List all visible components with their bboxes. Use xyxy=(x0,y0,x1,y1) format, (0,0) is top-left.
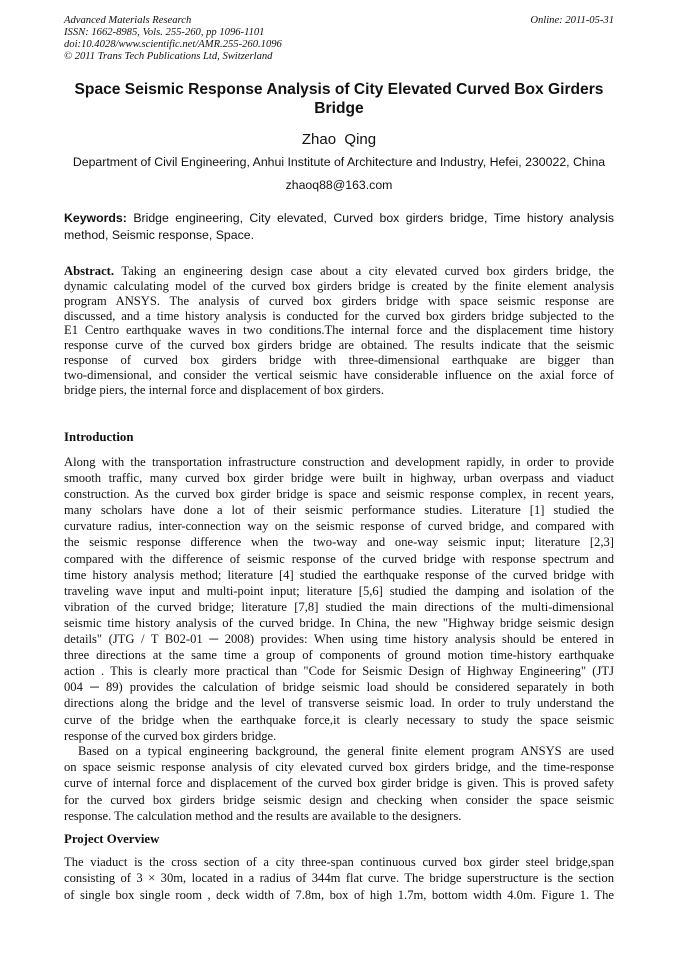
title-line: Space Seismic Response Analysis of City Elevated Curved Box Girders xyxy=(74,81,604,98)
text-line: vibration of the curved bridge; literature [7,8] studied the main directions of the multi-dimensional xyxy=(64,599,614,614)
section-heading-introduction: Introduction xyxy=(64,430,134,444)
text-line: consisting of 3 × 30m, located in a radius of 344m flat curve. The bridge superstructure is the section xyxy=(64,871,614,886)
journal-header xyxy=(64,15,282,63)
text-line: Along with the transportation infrastructure construction and development rapidly, in order to provide xyxy=(64,455,614,469)
text-line xyxy=(64,264,614,279)
keywords xyxy=(64,210,614,244)
text-line: response of the curved box girders bridge. xyxy=(64,728,277,743)
text-line: construction. As the curved box girder bridge is space and seismic response complex, in recent years, xyxy=(64,487,614,502)
text-line: the seismic response difference when the two-way and one-way seismic input; literature [2,3] xyxy=(64,535,614,550)
text-line: Based on a typical engineering background, the general finite element program ANSYS are used xyxy=(78,744,614,758)
text-line: curvature radius, inter-connection way on the seismic response of curved bridge, and compared with xyxy=(64,519,614,534)
text-line: seismic time history analysis of the curved bridge. In China, the new "Highway bridge seismic design xyxy=(64,615,614,630)
text-line: many scholars have done a lot of their seismic performance studies. Literature [1] studied the xyxy=(64,503,614,518)
text-line: bridge piers, the internal force and displacement of box girders. xyxy=(64,382,384,397)
paper-title xyxy=(40,80,638,118)
keywords-text: method, Seismic response, Space. xyxy=(64,228,255,242)
text-line: E1 Centro earthquake waves in two conditions.The internal force and the displacement time history xyxy=(64,323,614,338)
doi: doi:10.4028/www.scientific.net/AMR.255-260.1096 xyxy=(64,39,282,50)
text-line: program ANSYS. The analysis of curved box girders bridge with space seismic response are xyxy=(64,293,614,308)
text-line: compared with the difference of seismic response of the curved bridge with response spectrum and xyxy=(64,551,614,566)
text-line: dynamic calculating model of the curved box girders bridge is created by the finite element analysis xyxy=(64,278,614,293)
text-line: directions along the bridge and the level of transverse seismic load. In order to truly understand the xyxy=(64,696,614,711)
text-line: two-dimensional, and consider the vertical seismic have considerable influence on the axial force of xyxy=(64,367,614,382)
abstract-label: Abstract. xyxy=(64,264,115,278)
introduction-paragraph-2 xyxy=(64,743,614,824)
abstract xyxy=(64,264,614,398)
section-heading-project-overview: Project Overview xyxy=(64,832,160,846)
copyright: © 2011 Trans Tech Publications Ltd, Switzerland xyxy=(64,51,273,62)
text-line: response of curved box girders bridge with three-dimensional earthquake are bigger than xyxy=(64,353,614,368)
text-line: response. The calculation method and the results are available to the designers. xyxy=(64,808,462,823)
text-line: smooth traffic, many curved box girder bridge were built in highway, urban overpass and viaduct xyxy=(64,471,614,486)
affiliation: Department of Civil Engineering, Anhui Institute of Architecture and Industry, Hefei, 230022, China xyxy=(72,155,606,169)
keywords-label: Keywords: xyxy=(64,211,127,225)
text-span: Taking an engineering design case about a city elevated curved box girders bridge, the xyxy=(114,264,614,278)
journal-name: Advanced Materials Research xyxy=(64,15,192,26)
text-line: discussed, and a time history analysis is conducted for the curved box girders bridge subjected to the xyxy=(64,308,614,323)
issn: ISSN: 1662-8985, Vols. 255-260, pp 1096-1101 xyxy=(64,27,265,38)
text-line: curve of the bridge when the earthquake force,it is clearly necessary to study the space seismic xyxy=(64,712,614,727)
text-line: action . This is clearly more practical than "Code for Seismic Design of Highway Engineering" (JTJ xyxy=(64,664,614,679)
text-line: The viaduct is the cross section of a city three-span continuous curved box girder steel bridge,span xyxy=(64,855,614,869)
text-line: response curve of the curved box girders bridge are obtained. The results indicate that the seismic xyxy=(64,338,614,353)
title-line: Bridge xyxy=(314,100,364,117)
email[interactable]: zhaoq88@163.com xyxy=(285,178,393,192)
text-line: curve of internal force and displacement of the curved box girder bridge is given. This is proved safety xyxy=(64,776,614,791)
text-line: 004 ─ 89) provides the calculation of bridge seismic load should be considered separately in both xyxy=(64,680,614,695)
text-line: traveling wave input and multi-point input; literature [5,6] studied the damping and isolation of the xyxy=(64,583,614,598)
text-line: details" (JTG / T B02-01 ─ 2008) provides: When using time history analysis should be entered in xyxy=(64,632,614,647)
text-line: for the curved box girders bridge seismic design and checking when consider the space seismic xyxy=(64,792,614,807)
introduction-paragraph-1 xyxy=(64,454,614,744)
keywords-text: Bridge engineering, City elevated, Curved box girders bridge, Time history analysis xyxy=(126,211,614,225)
text-line: of single box single room , deck width of 7.8m, box of high 1.7m, bottom width 4.0m. Figure 1. The xyxy=(64,887,614,902)
text-line: three directions at the same time a group of components of ground motion time-history earthquake xyxy=(64,648,614,663)
online-date: Online: 2011-05-31 xyxy=(530,15,614,26)
text-line: on space seismic response analysis of city elevated curved box girders bridge, and the time-response xyxy=(64,760,614,775)
project-overview-paragraph xyxy=(64,854,614,903)
author: Zhao Qing xyxy=(301,131,377,148)
text-line: time history analysis method; literature [4] studied the earthquake response of the curved bridge with xyxy=(64,567,614,582)
